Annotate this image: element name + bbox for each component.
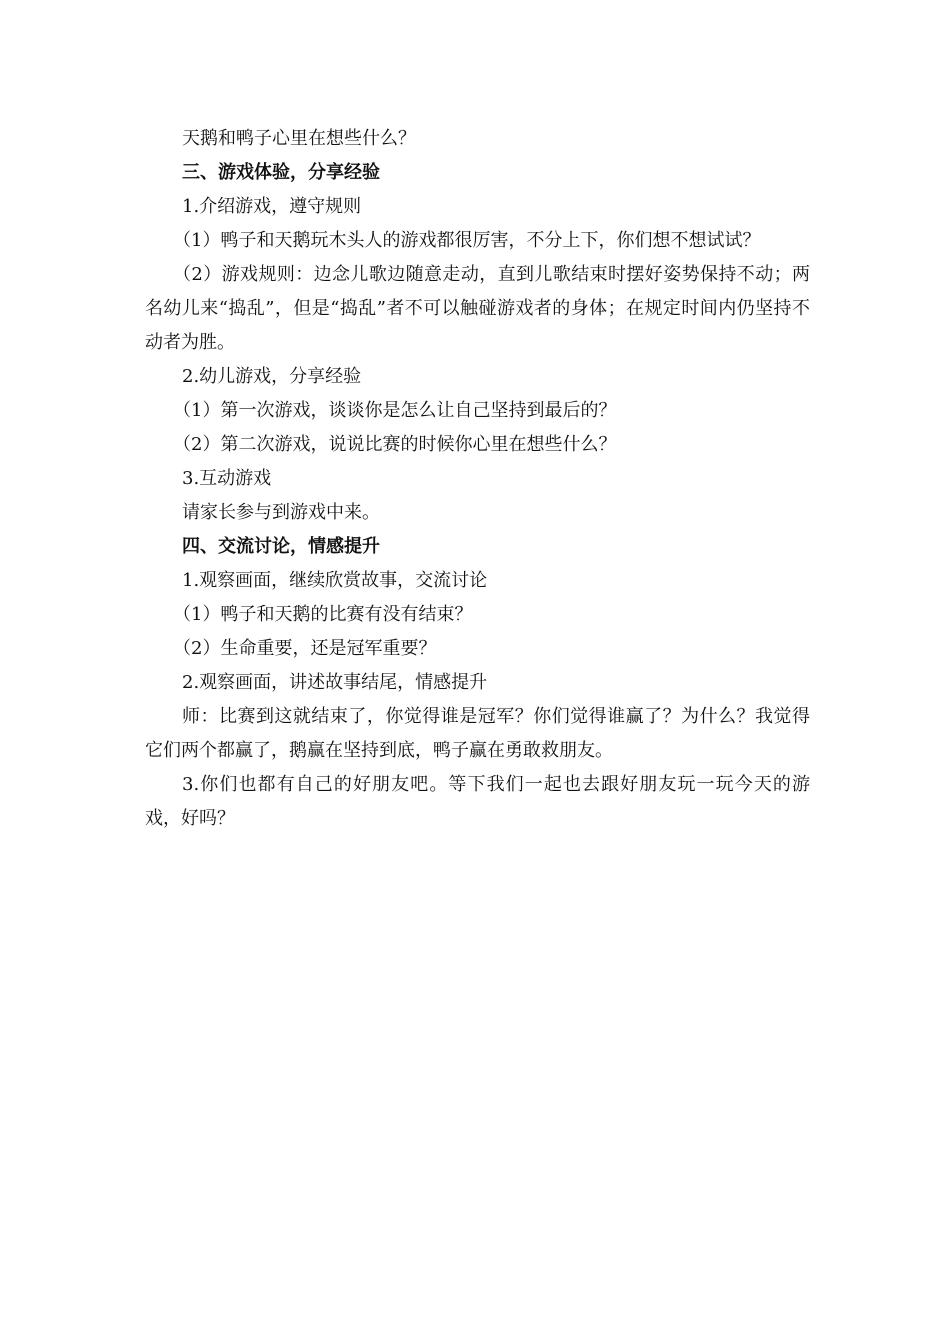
section-heading-3: 三、游戏体验，分享经验 — [182, 162, 380, 183]
paragraph-3-3: 请家长参与到游戏中来。 — [182, 502, 380, 523]
section-heading-4: 四、交流讨论，情感提升 — [182, 536, 380, 557]
document-body — [145, 122, 810, 836]
paragraph-1: 天鹅和鸭子心里在想些什么？ — [182, 128, 416, 149]
subheading-3-3: 3.互动游戏 — [182, 468, 272, 489]
paragraph-4-3: 3.你们也都有自己的好朋友吧。等下我们一起也去跟好朋友玩一玩今天的游戏，好吗？ — [145, 774, 810, 829]
paragraph-3-2-2: （2）第二次游戏，说说比赛的时候你心里在想些什么？ — [173, 434, 617, 455]
subheading-3-1: 1.介绍游戏，遵守规则 — [182, 196, 362, 217]
paragraph-3-1-1: （1）鸭子和天鹅玩木头人的游戏都很厉害，不分上下，你们想不想试试？ — [173, 230, 761, 251]
paragraph-4-1-1: （1）鸭子和天鹅的比赛有没有结束？ — [173, 604, 473, 625]
subheading-4-1: 1.观察画面，继续欣赏故事，交流讨论 — [182, 570, 488, 591]
subheading-3-2: 2.幼儿游戏，分享经验 — [182, 366, 362, 387]
subheading-4-2: 2.观察画面，讲述故事结尾，情感提升 — [182, 672, 488, 693]
paragraph-3-2-1: （1）第一次游戏，谈谈你是怎么让自己坚持到最后的？ — [173, 400, 617, 421]
paragraph-4-1-2: （2）生命重要，还是冠军重要？ — [173, 638, 437, 659]
paragraph-teacher: 师：比赛到这就结束了，你觉得谁是冠军？你们觉得谁赢了？为什么？我觉得它们两个都赢了，鹅赢在坚持到底，鸭子赢在勇敢救朋友。 — [145, 706, 810, 761]
paragraph-game-rules: （2）游戏规则：边念儿歌边随意走动，直到儿歌结束时摆好姿势保持不动；两名幼儿来“捣乱”，但是“捣乱”者不可以触碰游戏者的身体；在规定时间内仍坚持不动者为胜。 — [145, 264, 810, 353]
